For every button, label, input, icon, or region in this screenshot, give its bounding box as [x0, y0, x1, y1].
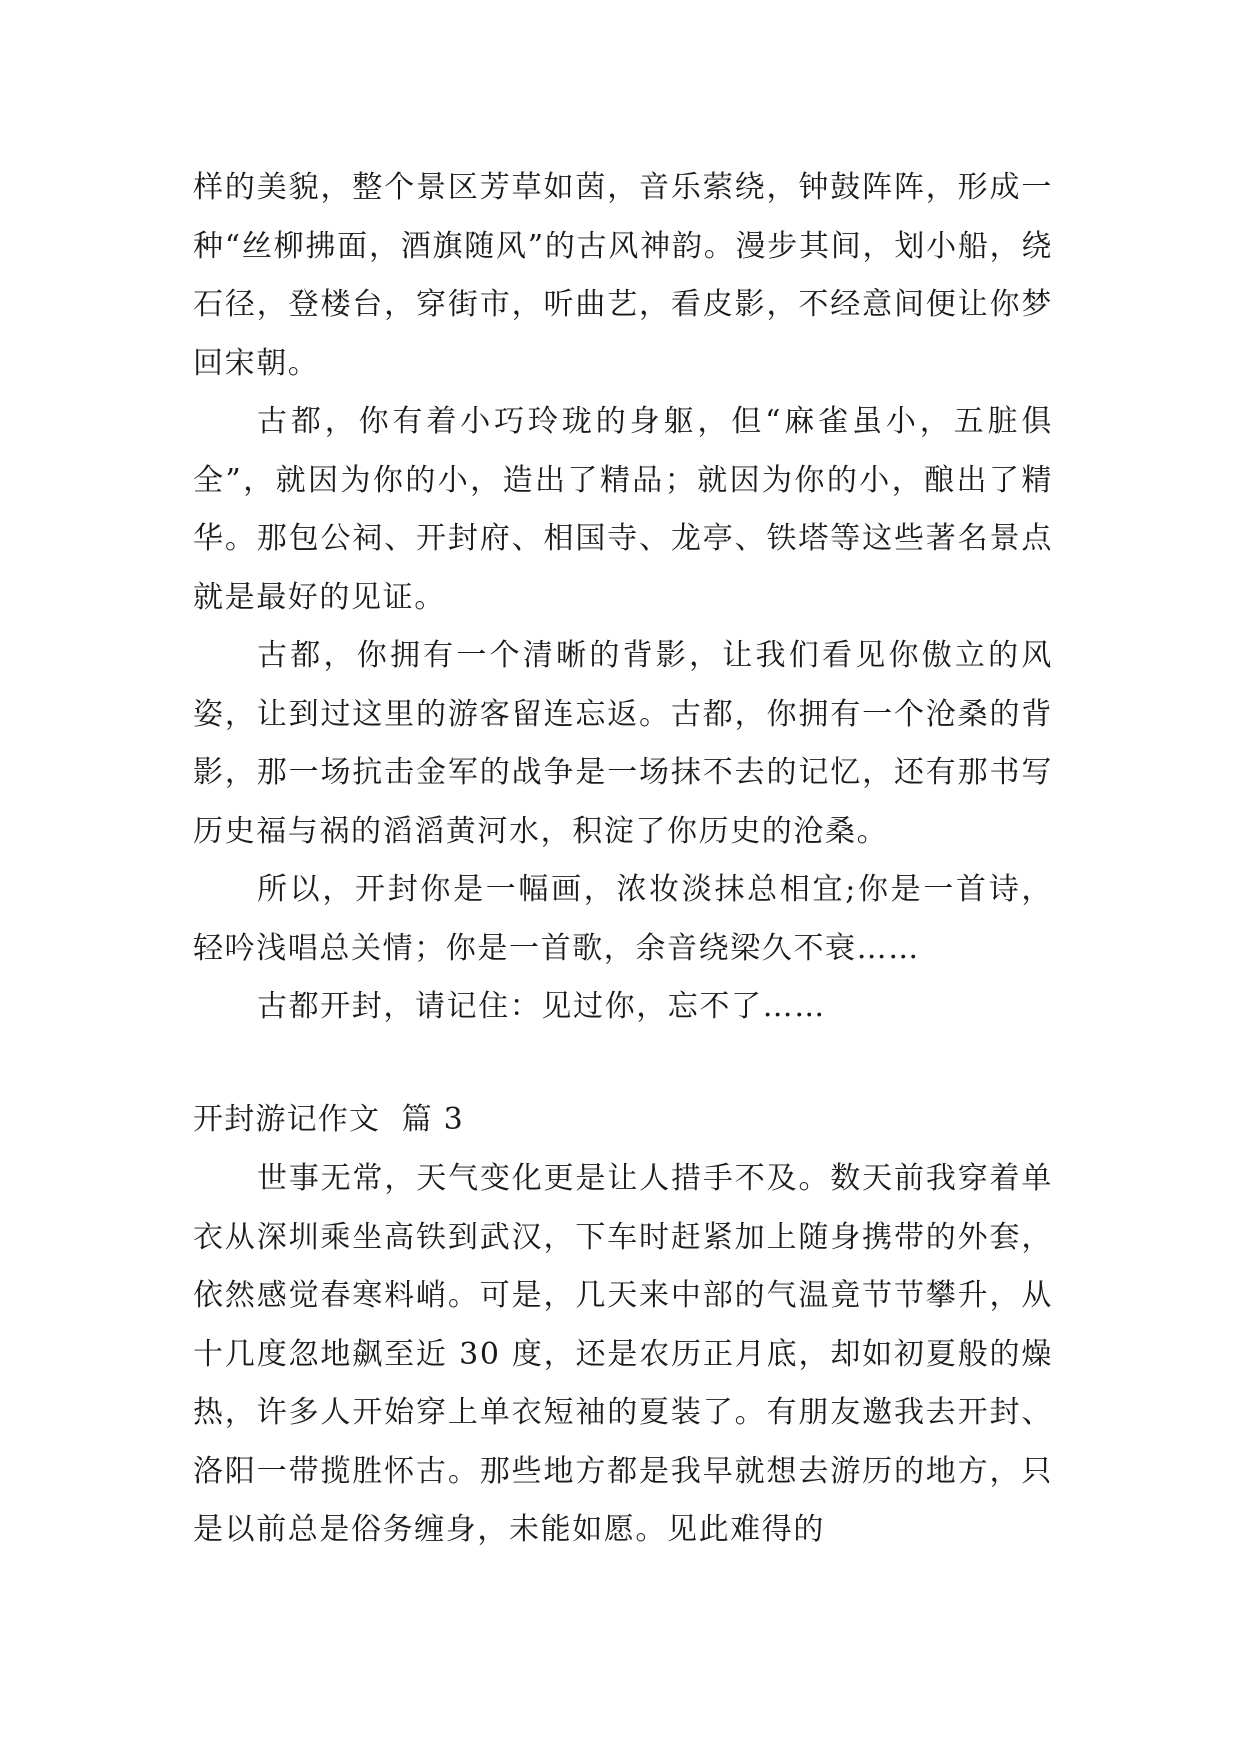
section-heading: 开封游记作文 篇 3 — [193, 1102, 464, 1137]
paragraph-ancient-capital-small: 古都，你有着小巧玲珑的身躯，但“麻雀虽小，五脏俱全”，就因为你的小，造出了精品；就因为你的小，酿出了精华。那包公祠、开封府、相国寺、龙亭、铁塔等这些著名景点就是最好的见证。 — [193, 404, 1053, 615]
paragraph-continued-scenery: 样的美貌，整个景区芳草如茵，音乐萦绕，钟鼓阵阵，形成一种“丝柳拂面，酒旗随风”的古风神韵。漫步其间，划小船，绕石径，登楼台，穿街市，听曲艺，看皮影，不经意间便让你梦回宋朝。 — [193, 170, 1053, 381]
paragraph-kaifeng-painting: 所以，开封你是一幅画，浓妆淡抹总相宜;你是一首诗，轻吟浅唱总关情；你是一首歌，余音绕梁久不衰…… — [193, 872, 1053, 966]
paragraph-ancient-capital-silhouette: 古都，你拥有一个清晰的背影，让我们看见你傲立的风姿，让到过这里的游客留连忘返。古都，你拥有一个沧桑的背影，那一场抗击金军的战争是一场抹不去的记忆，还有那书写历史福与祸的滔滔黄河水，积淀了你历史的沧桑。 — [193, 638, 1053, 849]
paragraph-weather-trip: 世事无常，天气变化更是让人措手不及。数天前我穿着单衣从深圳乘坐高铁到武汉，下车时赶紧加上随身携带的外套，依然感觉春寒料峭。可是，几天来中部的气温竟节节攀升，从十几度忽地飙至近 30 度，还是农历正月底，却如初夏般的燥热，许多人开始穿上单衣短袖的夏装了。有朋友邀我去开封、洛阳一带揽胜怀古。那些地方都是我早就想去游历的地方，只是以前总是俗务缠身，未能如愿。见此难得的 — [193, 1161, 1053, 1547]
paragraph-remember-kaifeng: 古都开封，请记住：见过你，忘不了…… — [257, 989, 826, 1024]
